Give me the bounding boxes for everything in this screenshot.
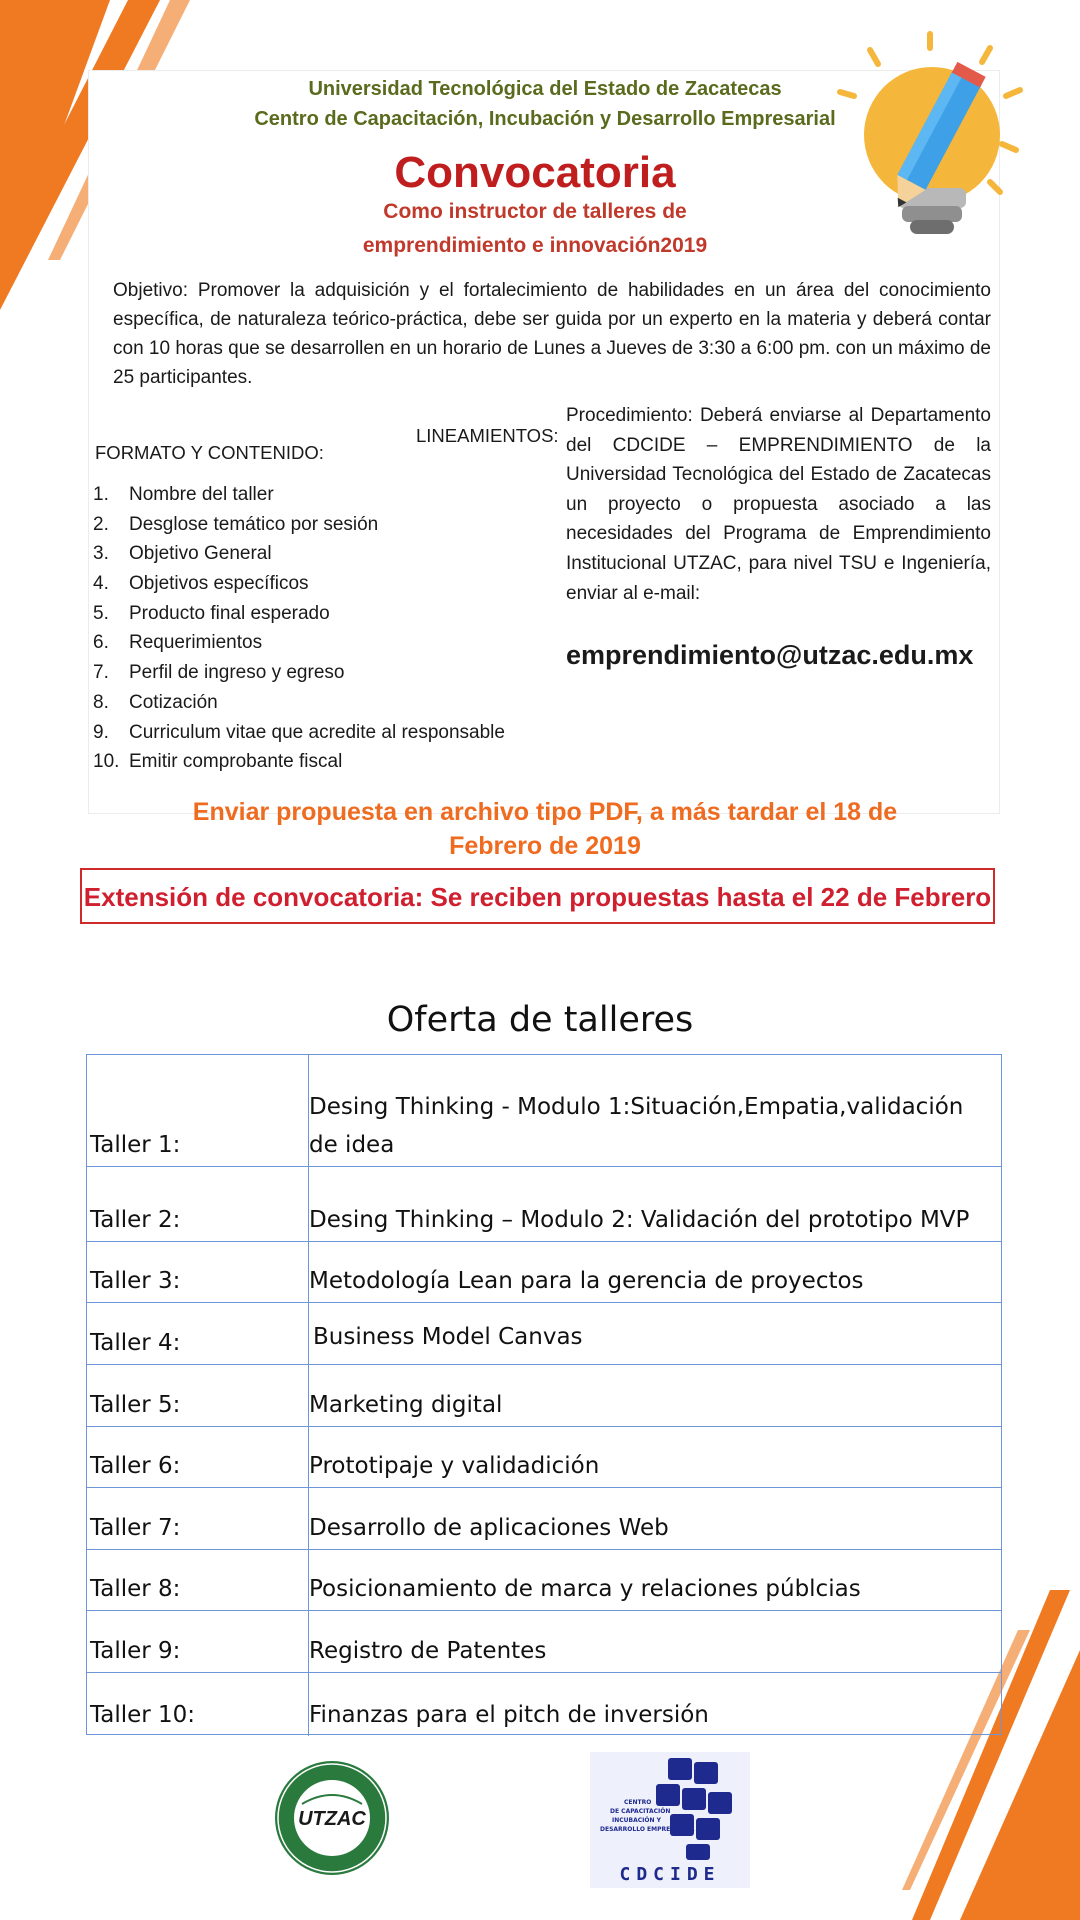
workshops-heading: Oferta de talleres [386, 1000, 694, 1040]
format-item [93, 480, 505, 510]
cdcide-logo [590, 1752, 750, 1888]
deadline-line1: Enviar propuesta en archivo tipo PDF, a más tardar el 18 de [192, 798, 898, 826]
extension-notice-box [80, 868, 995, 924]
workshop-label: Taller 3: [90, 1268, 181, 1294]
deadline-line2: Febrero de 2019 [449, 832, 641, 860]
format-item [93, 747, 505, 777]
workshop-label: Taller 4: [90, 1330, 181, 1356]
workshop-label: Taller 7: [90, 1515, 181, 1541]
org-name-line1: Universidad Tecnológica del Estado de Zacatecas [308, 78, 782, 100]
format-item [93, 510, 505, 540]
format-item-number: 5. [93, 602, 109, 624]
format-item-text: Objetivos específicos [129, 573, 309, 595]
org-name-line2: Centro de Capacitación, Incubación y Desarrollo Empresarial [254, 108, 836, 130]
workshop-name: Desarrollo de aplicaciones Web [309, 1515, 669, 1541]
column-divider [308, 1303, 309, 1364]
workshop-name: Marketing digital [309, 1392, 503, 1418]
page-title: Convocatoria [394, 148, 676, 197]
table-row [87, 1242, 1001, 1303]
format-item-text: Producto final esperado [129, 602, 330, 624]
format-item-text: Desglose temático por sesión [129, 513, 379, 535]
format-item-text: Nombre del taller [129, 484, 274, 505]
workshop-name: Prototipaje y validadición [309, 1453, 600, 1479]
table-row [87, 1167, 1001, 1242]
format-item-text: Cotización [129, 691, 218, 713]
subtitle-line2: emprendimiento e innovación2019 [362, 234, 708, 257]
workshop-name: Business Model Canvas [313, 1324, 583, 1350]
format-item [93, 539, 505, 569]
format-item [93, 688, 505, 718]
svg-text:INCUBACIÓN Y: INCUBACIÓN Y [612, 1817, 661, 1824]
format-item-number: 2. [93, 513, 109, 535]
workshop-name: Posicionamiento de marca y relaciones públcias [309, 1576, 861, 1602]
format-item-text: Curriculum vitae que acredite al responsable [129, 721, 505, 743]
lightbulb-pencil-icon [830, 30, 1040, 260]
table-row [87, 1365, 1001, 1427]
workshop-label: Taller 6: [90, 1453, 181, 1479]
workshop-name: Desing Thinking – Modulo 2: Validación del prototipo MVP [309, 1207, 970, 1233]
table-row [87, 1427, 1001, 1488]
format-item-number: 6. [93, 632, 109, 654]
workshop-name: Metodología Lean para la gerencia de proyectos [309, 1268, 864, 1294]
format-item-number: 4. [93, 573, 109, 595]
format-item [93, 599, 505, 629]
workshop-name: Desing Thinking - Modulo 1:Situación,Empatia,validación de idea [309, 1094, 964, 1158]
format-item [93, 718, 505, 748]
format-item-number: 9. [93, 721, 109, 743]
procedure-text: Procedimiento: Deberá enviarse al Departamento del CDCIDE – EMPRENDIMIENTO de la Universidad Tecnológica del Estado de Zacatecas un proyecto o propuesta asociado a las necesidades del Programa de Emprendimiento Institucional UTZAC, para nivel TSU e Ingeniería, enviar al e-mail: [566, 405, 991, 604]
format-item-text: Objetivo General [129, 543, 272, 565]
workshop-label: Taller 9: [90, 1638, 181, 1664]
extension-notice-text: Extensión de convocatoria: Se reciben propuestas hasta el 22 de Febrero [83, 882, 992, 912]
utzac-logo [272, 1758, 392, 1878]
table-row [87, 1550, 1001, 1611]
svg-text:DESARROLLO EMPRESARIAL: DESARROLLO EMPRESARIAL [600, 1826, 695, 1833]
table-row [87, 1611, 1001, 1673]
format-item-number: 3. [93, 543, 109, 565]
format-item-text: Emitir comprobante fiscal [129, 751, 343, 773]
workshop-label: Taller 2: [90, 1207, 181, 1233]
workshop-name: Finanzas para el pitch de inversión [309, 1702, 709, 1728]
workshops-table [86, 1054, 1002, 1735]
svg-text:UTZAC: UTZAC [298, 1808, 366, 1830]
workshop-label: Taller 8: [90, 1576, 181, 1602]
format-item [93, 628, 505, 658]
svg-text:CENTRO: CENTRO [624, 1799, 652, 1806]
workshop-label: Taller 10: [90, 1702, 196, 1728]
contact-email[interactable]: emprendimiento@utzac.edu.mx [566, 640, 974, 670]
table-row [87, 1055, 1001, 1167]
objective-text: Objetivo: Promover la adquisición y el fortalecimiento de habilidades en un área del conocimiento específica, de naturaleza teórico-práctica, debe ser guida por un experto en la materia y deberá contar con 10 horas que se desarrollen en un horario de Lunes a Jueves de 3:30 a 6:00 pm. con un máximo de 25 participantes. [113, 280, 991, 388]
format-item-text: Requerimientos [129, 632, 263, 654]
format-item [93, 658, 505, 688]
format-item-number: 8. [93, 691, 109, 713]
format-item-number: 10. [93, 751, 120, 773]
format-list [93, 480, 505, 777]
subtitle-line1: Como instructor de talleres de [383, 200, 687, 223]
format-heading: FORMATO Y CONTENIDO: [95, 442, 324, 463]
svg-text:DE CAPACITACIÓN: DE CAPACITACIÓN [610, 1808, 671, 1815]
table-row [87, 1673, 1001, 1736]
table-row [87, 1488, 1001, 1550]
guidelines-label: LINEAMIENTOS: [416, 425, 559, 446]
workshop-label: Taller 5: [90, 1392, 181, 1418]
svg-text:CDCIDE: CDCIDE [619, 1864, 721, 1885]
format-item-text: Perfil de ingreso y egreso [129, 662, 345, 684]
workshop-name: Registro de Patentes [309, 1638, 547, 1664]
format-item-number: 7. [93, 662, 109, 684]
format-item [93, 569, 505, 599]
workshop-label: Taller 1: [90, 1132, 181, 1158]
format-item-number: 1. [93, 484, 109, 505]
table-row [87, 1303, 1001, 1365]
